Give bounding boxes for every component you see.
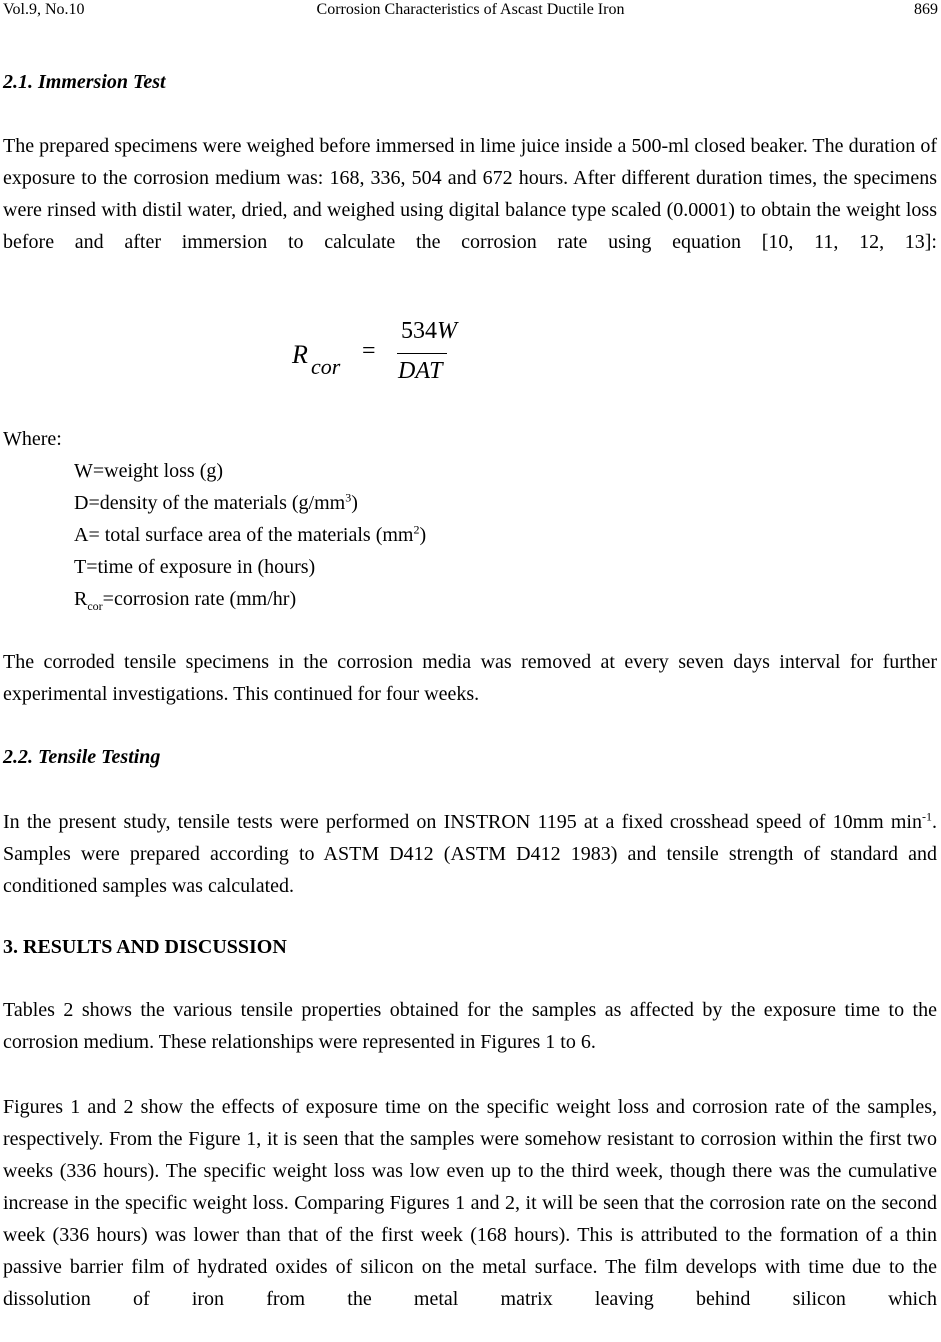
where-item-r-subscript: cor	[87, 599, 103, 613]
equation-fraction-bar	[397, 353, 447, 354]
equation-lhs-subscript: cor	[311, 354, 341, 379]
equation-numerator-number: 534	[401, 318, 437, 344]
tensile-testing-paragraph	[3, 806, 937, 902]
where-item-a-exponent: 2	[413, 522, 420, 537]
results-paragraph-1: Tables 2 shows the various tensile properties obtained for the samples as affected by the exposure time to the corrosion medium. These relationships were represented in Figures 1 to 6.	[3, 999, 937, 1053]
header-title: Corrosion Characteristics of Ascast Ductile Iron	[316, 1, 625, 18]
header-page-number: 869	[914, 1, 938, 18]
tensile-testing-exponent: -1	[922, 809, 932, 824]
equation-lhs: R	[292, 340, 308, 369]
corroded-specimens-paragraph: The corroded tensile specimens in the corrosion media was removed at every seven days interval for further experimental investigations. This continued for four weeks.	[3, 651, 937, 705]
running-header	[3, 0, 938, 22]
equation-denominator: DAT	[398, 358, 443, 384]
where-item-r	[74, 585, 296, 613]
where-label: Where:	[3, 428, 62, 450]
where-item-d-exponent: 3	[345, 490, 352, 505]
where-item-r-symbol: R	[74, 588, 88, 610]
where-item-a	[74, 521, 426, 549]
where-item-t: T=time of exposure in (hours)	[74, 556, 316, 578]
header-volume: Vol.9, No.10	[3, 1, 85, 18]
where-item-d-text: D=density of the materials (g/mm	[74, 492, 346, 514]
section-heading-immersion-test: 2.1. Immersion Test	[3, 71, 166, 93]
corrosion-rate-equation	[292, 318, 462, 388]
where-item-r-text: =corrosion rate (mm/hr)	[102, 588, 297, 610]
tensile-testing-text-2: . Samples were prepared according to ASTM D412 (ASTM D412 1983) and tensile strength of standard and conditioned samples was calculated.	[3, 811, 937, 897]
equation-equals-sign: =	[362, 338, 376, 364]
where-item-d-close: )	[351, 492, 358, 514]
where-item-w: W=weight loss (g)	[74, 460, 224, 482]
immersion-test-paragraph: The prepared specimens were weighed before immersed in lime juice inside a 500-ml closed beaker. The duration of exposure to the corrosion medium was: 168, 336, 504 and 672 hours. After different duration times, the specimens were rinsed with distil water, dried, and weighed using digital balance type scaled (0.0001) to obtain the weight loss before and after immersion to calculate the corrosion rate using equation [10, 11, 12, 13]:	[3, 135, 937, 253]
section-heading-tensile-testing: 2.2. Tensile Testing	[3, 746, 161, 768]
where-item-a-text: A= total surface area of the materials (mm	[74, 524, 414, 546]
where-item-d	[74, 489, 358, 517]
tensile-testing-text-1: In the present study, tensile tests were performed on INSTRON 1195 at a fixed crosshead speed of 10mm min	[3, 811, 922, 833]
section-heading-results: 3. RESULTS AND DISCUSSION	[3, 936, 287, 958]
equation-numerator	[401, 318, 457, 345]
equation-numerator-variable: W	[437, 318, 457, 344]
results-paragraph-2: Figures 1 and 2 show the effects of exposure time on the specific weight loss and corrosion rate of the samples, respectively. From the Figure 1, it is seen that the samples were somehow resistant to corrosion within the first two weeks (336 hours). The specific weight loss was low even up to the third week, though there was the cumulative increase in the specific weight loss. Comparing Figures 1 and 2, it will be seen that the corrosion rate on the second week (336 hours) was lower than that of the first week (168 hours). This is attributed to the formation of a thin passive barrier film of hydrated oxides of silicon on the metal surface. The film develops with time due to the dissolution of iron from the metal matrix leaving behind silicon which	[3, 1096, 937, 1310]
where-item-a-close: )	[419, 524, 427, 546]
